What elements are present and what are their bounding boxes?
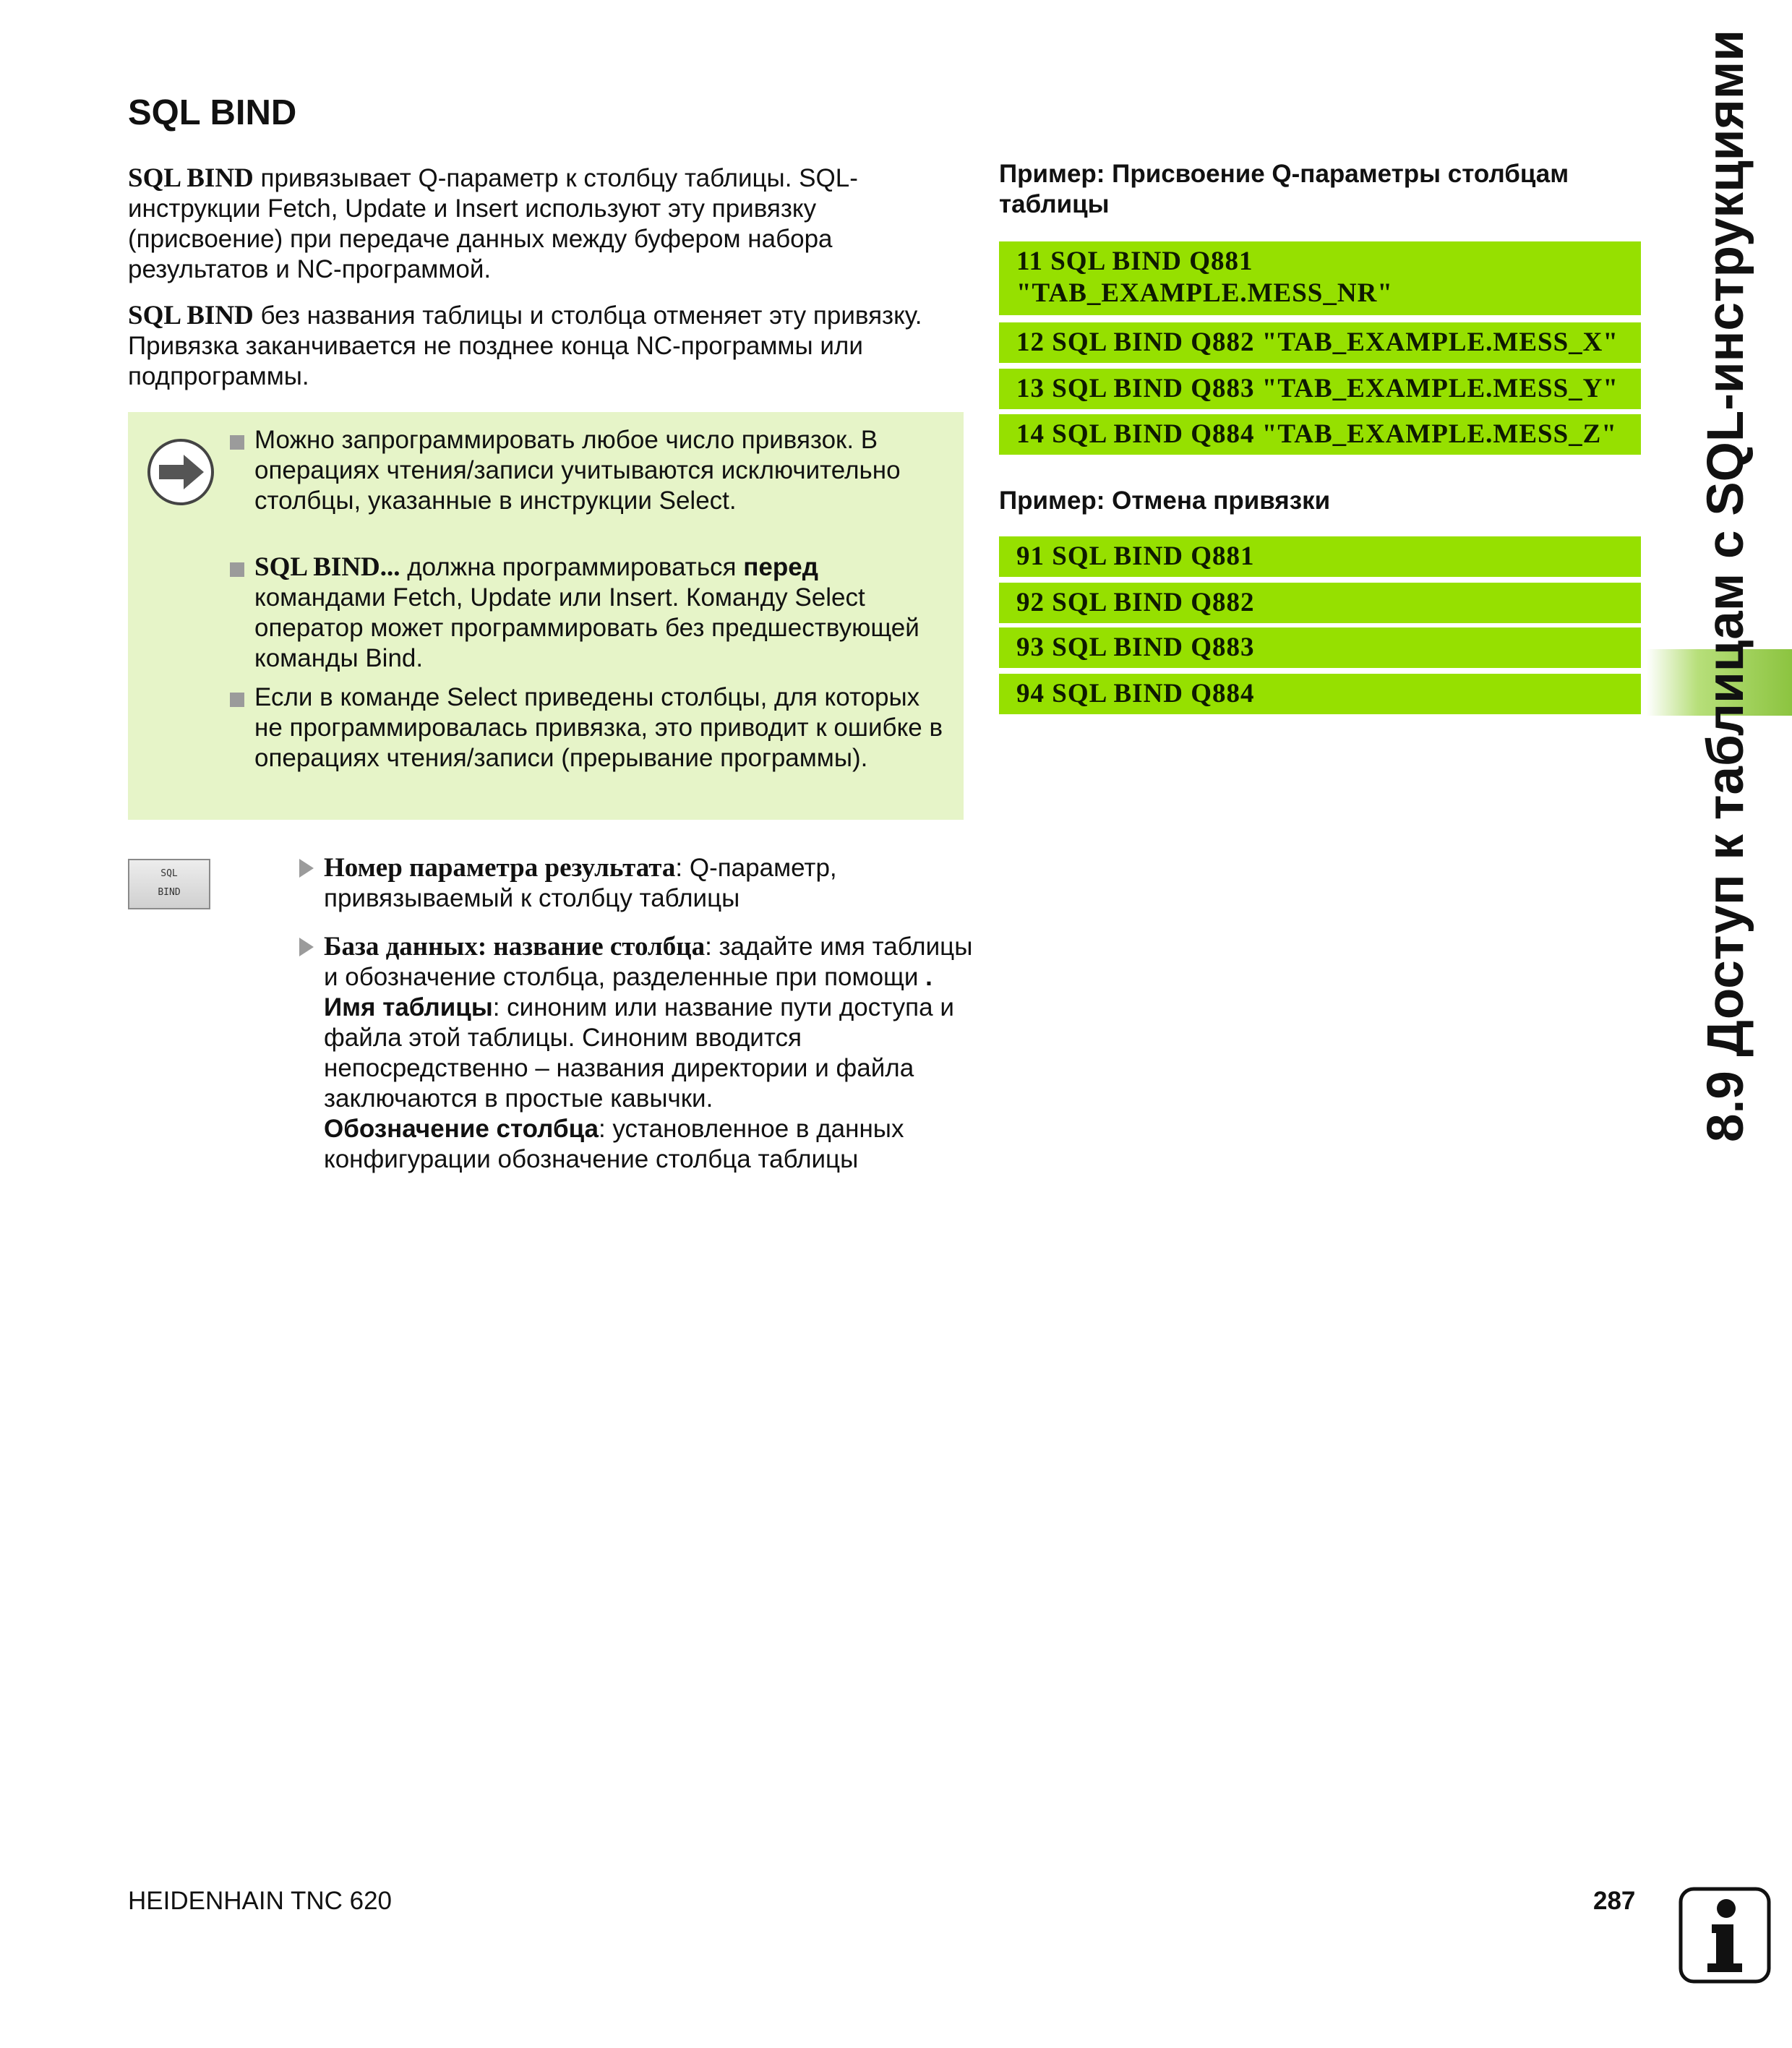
- code-line: 12 SQL BIND Q882 "TAB_EXAMPLE.MESS_X": [999, 322, 1641, 363]
- step-database-column: База данных: название столбца: задайте имя таблицы и обозначение столбца, разделенные при помощи . Имя таблицы: синоним или название пути доступа и файла этой таблицы. Синоним вводится непосредственно – названия директории и файла заключаются в простые кавычки. Обозначение столбца: установленное в данных конфигурации обозначение столбца таблицы: [324, 932, 974, 1175]
- code-line: 11 SQL BIND Q881 "TAB_EXAMPLE.MESS_NR": [999, 241, 1641, 315]
- intro-paragraph-2: SQL BIND без названия таблицы и столбца отменяет эту привязку. Привязка заканчивается не позднее конца NC-программы или подпрограммы.: [128, 301, 922, 390]
- step-result-parameter: Номер параметра результата: Q-параметр, привязываемый к столбцу таблицы: [324, 853, 974, 914]
- footer-product: HEIDENHAIN TNC 620: [128, 1887, 393, 1915]
- triangle-right-icon: [299, 938, 314, 956]
- note-item-1: Можно запрограммировать любое число привязок. В операциях чтения/записи учитываются исключительно столбцы, указанные в инструкции Select.: [254, 425, 948, 516]
- chapter-side-title: 8.9 Доступ к таблицам с SQL-инструкциями: [1697, 30, 1754, 1142]
- term-sql-bind: SQL BIND: [128, 163, 254, 193]
- code-line: 91 SQL BIND Q881: [999, 536, 1641, 577]
- code-line: 14 SQL BIND Q884 "TAB_EXAMPLE.MESS_Z": [999, 414, 1641, 455]
- note-item-3: Если в команде Select приведены столбцы, для которых не программировалась привязка, это приводит к ошибке в операциях чтения/записи (прерывание программы).: [254, 682, 948, 774]
- term-sql-bind: SQL BIND: [128, 301, 254, 330]
- code-line: 93 SQL BIND Q883: [999, 627, 1641, 668]
- page-title: SQL BIND: [128, 93, 297, 132]
- note-item-2: SQL BIND... должна программироваться перед командами Fetch, Update или Insert. Команду Select оператор может программировать без предшествующей команды Bind.: [254, 552, 948, 674]
- note-box: [128, 412, 964, 820]
- sql-bind-softkey[interactable]: SQL BIND: [128, 859, 210, 909]
- page-number: 287: [1593, 1887, 1636, 1915]
- code-line: 92 SQL BIND Q882: [999, 583, 1641, 623]
- example-heading-assign: Пример: Присвоение Q-параметры столбцам таблицы: [999, 160, 1569, 218]
- example-heading-cancel: Пример: Отмена привязки: [999, 487, 1331, 515]
- bullet-square-icon: [230, 435, 244, 450]
- intro-paragraph-1: SQL BIND привязывает Q-параметр к столбцу таблицы. SQL-инструкции Fetch, Update и Insert используют эту привязку (присвоение) при передаче данных между буфером набора результатов и NC-программой.: [128, 163, 858, 283]
- code-line: 94 SQL BIND Q884: [999, 674, 1641, 714]
- bullet-square-icon: [230, 693, 244, 707]
- bullet-square-icon: [230, 562, 244, 577]
- arrow-right-circle-icon: [146, 437, 215, 507]
- info-icon[interactable]: [1679, 1887, 1771, 1984]
- triangle-right-icon: [299, 859, 314, 878]
- code-line: 13 SQL BIND Q883 "TAB_EXAMPLE.MESS_Y": [999, 369, 1641, 409]
